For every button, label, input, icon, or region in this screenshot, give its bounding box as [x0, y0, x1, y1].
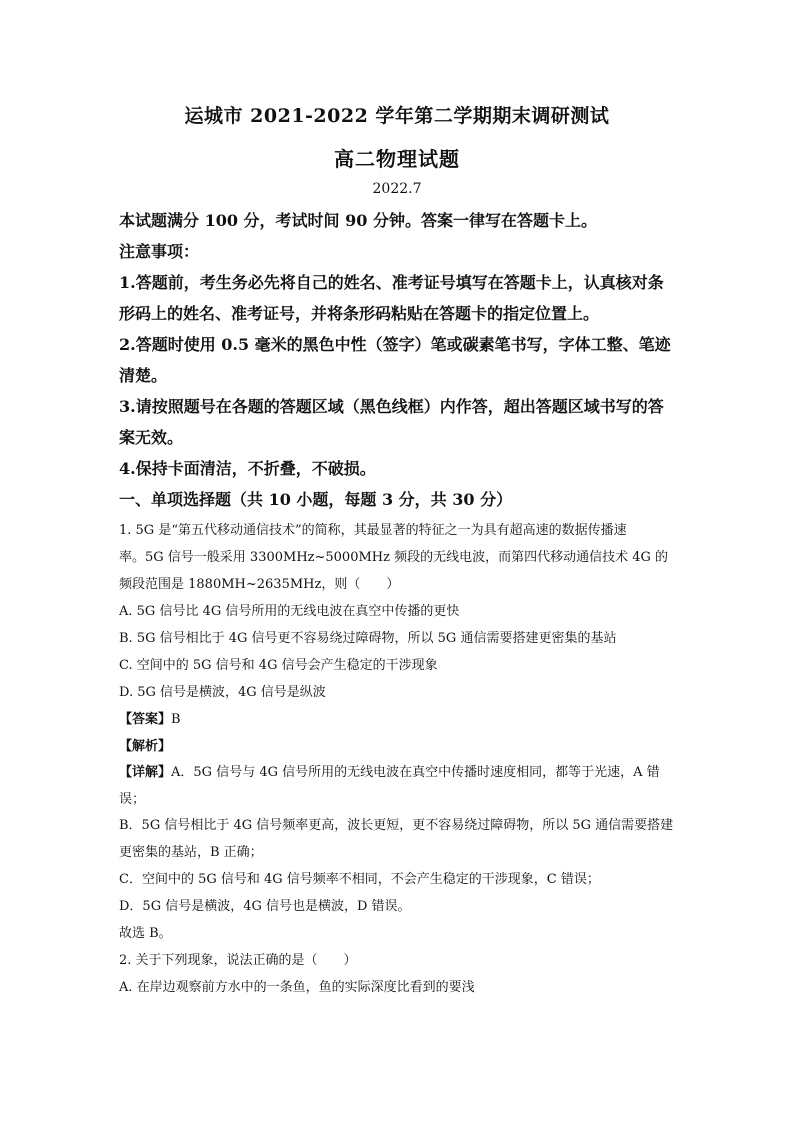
notice-line: 1.答题前，考生务必先将自己的姓名、准考证号填写在答题卡上，认真核对条 — [119, 273, 664, 292]
question-1-option-a: A. 5G 信号比 4G 信号所用的无线电波在真空中传播的更快 — [119, 604, 460, 619]
exam-title: 运城市 2021-2022 学年第二学期期末调研测试 — [184, 105, 610, 127]
answer-value: B — [171, 712, 181, 727]
notice-line: 形码上的姓名、准考证号，并将条形码粘贴在答题卡的指定位置上。 — [119, 304, 600, 323]
exam-subtitle: 高二物理试题 — [334, 147, 460, 171]
detail-a-text: A．5G 信号与 4G 信号所用的无线电波在真空中传播时速度相同，都等于光速，A 错误； — [119, 765, 660, 807]
document-body — [119, 205, 684, 1001]
intro-line: 本试题满分 100 分，考试时间 90 分钟。答案一律写在答题卡上。 — [119, 211, 597, 230]
detail-label: 【详解】 — [119, 765, 172, 780]
notice-line: 清楚。 — [119, 366, 168, 385]
question-1-option-b: B. 5G 信号相比于 4G 信号更不容易绕过障碍物，所以 5G 通信需要搭建更密集的基站 — [119, 631, 617, 646]
detail-a — [119, 760, 684, 813]
question-1-option-d: D. 5G 信号是横波，4G 信号是纵波 — [119, 685, 326, 700]
section-heading: 一、单项选择题（共 10 小题，每题 3 分，共 30 分） — [119, 490, 513, 509]
question-1-option-c: C. 空间中的 5G 信号和 4G 信号会产生稳定的干涉现象 — [119, 658, 438, 673]
notice-title: 注意事项： — [119, 242, 200, 261]
detail-c: C．空间中的 5G 信号和 4G 信号频率不相同，不会产生稳定的干涉现象，C 错误； — [119, 872, 600, 887]
question-2-stem: 2. 关于下列现象，说法正确的是（ ） — [119, 953, 357, 968]
notice-line: 2.答题时使用 0.5 毫米的黑色中性（签字）笔或碳素笔书写，字体工整、笔迹 — [119, 335, 671, 354]
question-1-stem: 1. 5G 是“第五代移动通信技术”的简称，其最显著的特征之一为具有超高速的数据传播速 — [119, 523, 627, 538]
question-2-option-a: A. 在岸边观察前方水中的一条鱼，鱼的实际深度比看到的要浅 — [119, 980, 475, 995]
question-1-stem: 频段范围是 1880MH~2635MHz，则（ ） — [119, 577, 400, 592]
notice-line: 4.保持卡面清洁，不折叠，不破损。 — [119, 459, 376, 478]
conclusion: 故选 B。 — [119, 926, 172, 941]
detail-b: B．5G 信号相比于 4G 信号频率更高，波长更短，更不容易绕过障碍物，所以 5G 通信需要搭建更密集的基站，B 正确； — [119, 818, 674, 860]
analysis-label: 【解析】 — [119, 739, 172, 754]
answer-line — [119, 706, 684, 733]
exam-date: 2022.7 — [372, 181, 422, 197]
notice-line: 案无效。 — [119, 428, 184, 447]
question-1-stem: 率。5G 信号一般采用 3300MHz~5000MHz 频段的无线电波，而第四代移动通信技术 4G 的 — [119, 550, 669, 565]
answer-label: 【答案】 — [119, 712, 172, 727]
notice-line: 3.请按照题号在各题的答题区域（黑色线框）内作答，超出答题区域书写的答 — [119, 397, 664, 416]
detail-d: D．5G 信号是横波，4G 信号也是横波，D 错误。 — [119, 899, 411, 914]
